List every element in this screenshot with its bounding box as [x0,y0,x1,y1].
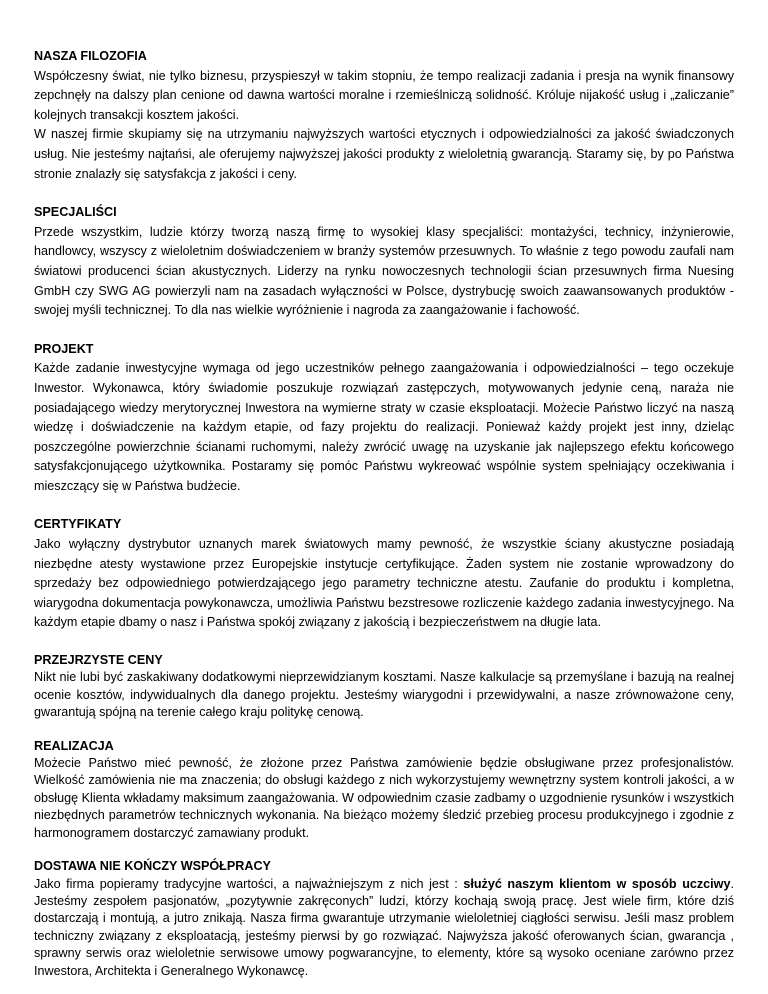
section-paragraph: Każde zadanie inwestycyjne wymaga od jego uczestników pełnego zaangażowania i odpowiedzialności – tego oczekuje Inwestor. Wykonawca, który świadomie poszukuje rozwiązań zastępczych, motywowanych jedynie ceną, naraża nie posiadającego wiedzy merytorycznej Inwestora na wymierne straty w czasie eksploatacji. Możecie Państwo liczyć na naszą wiedzę i doświadczenie na każdym etapie, od fazy projektu do realizacji. Ponieważ każdy projekt jest inny, dzieląc poszczególne powierzchnie ścianami ruchomymi, należy zwrócić uwagę na uzyskanie jak najlepszego efektu końcowego satysfakcjonującego użytkownika. Postaramy się pomóc Państwu wykreować wspólnie system spełniający oczekiwania i mieszczący się w Państwa budżecie. [34,361,734,493]
emphasis-text: służyć naszym klientom w sposób uczciwy [463,876,731,891]
section-paragraph: Współczesny świat, nie tylko biznesu, przyspieszył w takim stopniu, że tempo realizacji zadania i presja na wynik finansowy zepchnęły na dalszy plan cenione od dawna wartości moralne i rzemieślniczą solidność. Króluje nijakość usług i „zaliczanie” kolejnych transakcji kosztem jakości. [34,68,734,122]
section-certificates [34,515,734,633]
section-heading: PRZEJRZYSTE CENY [34,653,163,668]
section-paragraph: W naszej firmie skupiamy się na utrzymaniu najwyższych wartości etycznych i odpowiedzialności za jakość świadczonych usług. Nie jesteśmy najtańsi, ale oferujemy najwyższej jakości produkty z wieloletnią gwarancją. Staramy się, by po Państwa stronie znalazły się satysfakcja z jakości i ceny. [34,127,734,181]
paragraph-rest: . Jesteśmy zespołem pasjonatów, „pozytywnie zakręconych” ludzi, którzy kochają swoją pracę. Jest wiele firm, które dziś dostarczają i montują, a jutro znikają. Nasza firma gwarantuje utrzymanie wieloletniej ciągłości serwisu. Jeśli masz problem techniczny związany z eksploatacją, jesteśmy pierwsi by go rozwiązać. Najwyższa jakość oferowanych ścian, gwarancja , sprawny serwis oraz wieloletnie serwisowe umowy pogwarancyjne, to elementy, które są wysoko oceniane zarówno przez Inwestora, Architekta i Generalnego Wykonawcę. [34,876,734,978]
section-paragraph: Jako wyłączny dystrybutor uznanych marek światowych mamy pewność, że wszystkie ściany akustyczne posiadają niezbędne atesty wystawione przez Europejskie instytucje certyfikujące. Żaden system nie zostanie wprowadzony do sprzedaży bez odpowiedniego potwierdzającego jego parametry techniczne atestu. Zaufanie do produktu i kompletna, wiarygodna dokumentacja powykonawcza, umożliwia Państwu bezstresowe rozliczenie każdego zadania inwestycyjnego. Na każdym etapie dbamy o nasz i Państwa spokój związany z jakością i bezpieczeństwem na długie lata. [34,537,734,630]
section-project [34,340,734,497]
section-paragraph: Nikt nie lubi być zaskakiwany dodatkowymi nieprzewidzianym kosztami. Nasze kalkulacje są przemyślane i bazują na realnej ocenie kosztów, indywidualnych dla danego projektu. Jesteśmy wiarygodni i przewidywalni, a nasze zrównoważone ceny, gwarantują spójną na terenie całego kraju politykę cenową. [34,670,734,720]
section-heading: REALIZACJA [34,738,114,753]
section-paragraph: Przede wszystkim, ludzie którzy tworzą naszą firmę to wysokiej klasy specjaliści: montażyści, technicy, inżynierowie, handlowcy, wszyscy z wieloletnim doświadczeniem w branży systemów przesuwnych. To właśnie z tego powodu zaufali nam światowi producenci ścian akustycznych. Liderzy na rynku nowoczesnych technologii ścian przesuwnych firma Nuesing GmbH czy SWG AG powierzyli nam na zasadach wyłączności w Polsce, dystrybucję swoich zaawansowanych produktów - swojej myśli technicznej. To dla nas wielkie wyróżnienie i nagroda za zaangażowanie i fachowość. [34,224,734,318]
section-specialists [34,203,734,321]
section-transparent-prices [34,652,734,722]
section-heading: CERTYFIKATY [34,517,122,532]
section-heading: SPECJALIŚCI [34,205,117,220]
section-philosophy [34,47,734,184]
section-paragraph: Możecie Państwo mieć pewność, że złożone przez Państwa zamówienie będzie obsługiwane przez profesjonalistów. Wielkość zamówienia nie ma znaczenia; do obsługi każdego z nich wykorzystujemy wewnętrzny system kontroli jakości, a w obsługę Klienta wkładamy maksimum zaangażowania. W odpowiednim czasie zadbamy o uzgodnienie rysunków i wszystkich niezbędnych parametrów technicznych wykonania. Na bieżąco możemy śledzić przebieg procesu produkcyjnego i zgodnie z harmonogramem dostarczyć zamawiany produkt. [34,756,734,840]
section-delivery [34,858,734,980]
section-paragraph [34,876,734,980]
section-heading: DOSTAWA NIE KOŃCZY WSPÓŁPRACY [34,859,271,874]
paragraph-intro: Jako firma popieramy tradycyjne wartości, a najważniejszym z nich jest : [34,876,464,891]
section-heading: PROJEKT [34,341,94,356]
section-realization [34,738,734,842]
section-heading: NASZA FILOZOFIA [34,49,147,63]
